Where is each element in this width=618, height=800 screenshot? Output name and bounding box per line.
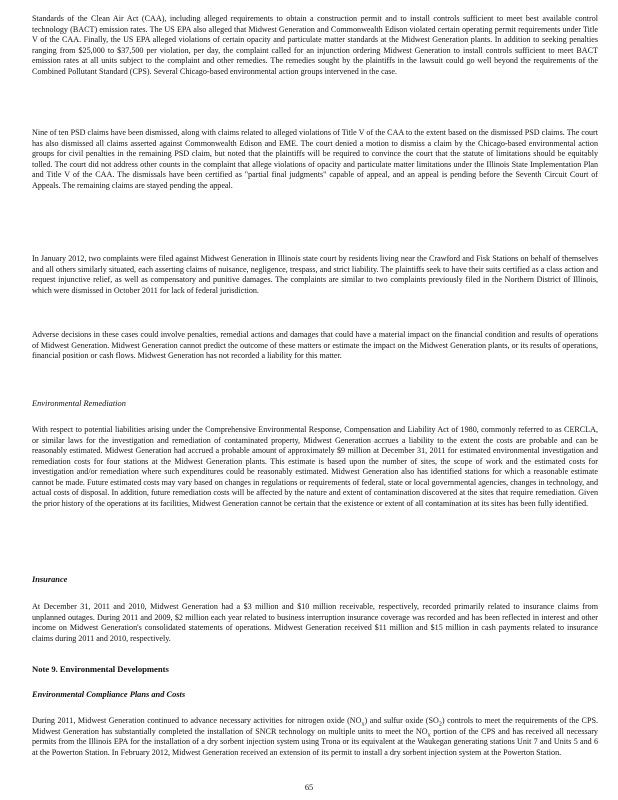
heading-compliance-plans: Environmental Compliance Plans and Costs	[32, 690, 186, 699]
paragraph-insurance: At December 31, 2011 and 2010, Midwest Generation had a $3 million and $10 million receivable, respectively, recorded primarily related to insurance claims from unplanned outages. During 2011 and 2009, $2 million each year related to business interruption insurance coverage was recorded and has been reflected in interest and other income on Midwest Generation's consolidated statements of operations. Midwest Generation received $11 million and $15 million in cash payments related to insurance claims during 2011 and 2010, respectively.	[32, 602, 598, 643]
heading-insurance: Insurance	[32, 575, 68, 584]
paragraph-compliance: During 2011, Midwest Generation continued to advance necessary activities for nitrogen oxide $(NO_x)$ and sulfur oxide $(SO_2)$ controls to meet the requirements of the CPS. Midwest Generation has substantially completed the installation of SNCR technology on multiple units to meet the $NO_x$ portion of the CPS and has received all necessary permits from the Illinois EPA for the installation of a dry sorbent injection system using Trona or its equivalent at the Waukegan generating stations Unit 7 and Units 5 and 6 at the Powerton Station. In February 2012, Midwest Generation received an extension of its permit to install a dry sorbent injection system at the Powerton Station.	[32, 716, 598, 757]
page-number: 65	[304, 783, 314, 792]
paragraph-caa-complaint: Standards of the Clean Air Act (CAA), including alleged requirements to obtain a construction permit and to install controls sufficient to meet best available control technology (BACT) emission rates. The US EPA also alleged that Midwest Generation and Commonwealth Edison violated certain operating permit requirements under Title V of the CAA. Finally, the US EPA alleged violations of certain opacity and particulate matter standards at the Midwest Generation plants. In addition to seeking penalties ranging from $25,000 to $37,500 per violation, per day, the complaint called for an injunction ordering Midwest Generation to install controls sufficient to meet BACT emission rates at all units subject to the complaint and other remedies. The remedies sought by the plaintiffs in the lawsuit could go well beyond the requirements of the Combined Pollutant Standard (CPS). Several Chicago-based environmental action groups intervened in the case.	[32, 14, 598, 76]
heading-note-9: Note 9. Environmental Developments	[32, 664, 169, 674]
heading-environmental-remediation: Environmental Remediation	[32, 399, 126, 408]
paragraph-psd-claims: Nine of ten PSD claims have been dismissed, along with claims related to alleged violations of Title V of the CAA to the extent based on the dismissed PSD claims. The court has also dismissed all claims asserted against Commonwealth Edison and EME. The court denied a motion to dismiss a claim by the Chicago-based environmental action groups for civil penalties in the remaining PSD claim, but noted that the plaintiffs will be required to convince the court that the statute of limitations should be equitably tolled. The court did not address other counts in the complaint that allege violations of opacity and particulate matter limitations under the Illinois State Implementation Plan and Title V of the CAA. The dismissals have been certified as "partial final judgments" capable of appeal, and an appeal is pending before the Seventh Circuit Court of Appeals. The remaining claims are stayed pending the appeal.	[32, 128, 598, 190]
paragraph-class-action: In January 2012, two complaints were filed against Midwest Generation in Illinois state court by residents living near the Crawford and Fisk Stations on behalf of themselves and all others similarly situated, each asserting claims of nuisance, negligence, trespass, and strict liability. The plaintiffs seek to have their suits certified as a class action and request injunctive relief, as well as compensatory and punitive damages. The complaints are similar to two complaints previously filed in the Northern District of Illinois, which were dismissed in October 2011 for lack of federal jurisdiction.	[32, 254, 598, 295]
paragraph-adverse-decisions: Adverse decisions in these cases could involve penalties, remedial actions and damages that could have a material impact on the financial condition and results of operations of Midwest Generation. Midwest Generation cannot predict the outcome of these matters or estimate the impact on the Midwest Generation plants, or its results of operations, financial position or cash flows. Midwest Generation has not recorded a liability for this matter.	[32, 330, 598, 360]
paragraph-cercla: With respect to potential liabilities arising under the Comprehensive Environmental Response, Compensation and Liability Act of 1980, commonly referred to as CERCLA, or similar laws for the investigation and remediation of contaminated property, Midwest Generation accrues a liability to the extent the costs are probable and can be reasonably estimated. Midwest Generation had accrued a probable amount of approximately $9 million at December 31, 2011 for estimated environmental investigation and remediation costs for four stations at the Midwest Generation plants. This estimate is based upon the number of sites, the scope of work and the estimated costs for investigation and/or remediation where such expenditures could be reasonably estimated. Midwest Generation also has identified stations for which a reasonable estimate cannot be made. Future estimated costs may vary based on changes in regulations or requirements of federal, state or local governmental agencies, changes in technology, and actual costs of disposal. In addition, future remediation costs will be affected by the nature and extent of contamination discovered at the sites that require remediation. Given the prior history of the operations at its facilities, Midwest Generation cannot be certain that the existence or extent of all contamination at its sites has been fully identified.	[32, 425, 598, 508]
